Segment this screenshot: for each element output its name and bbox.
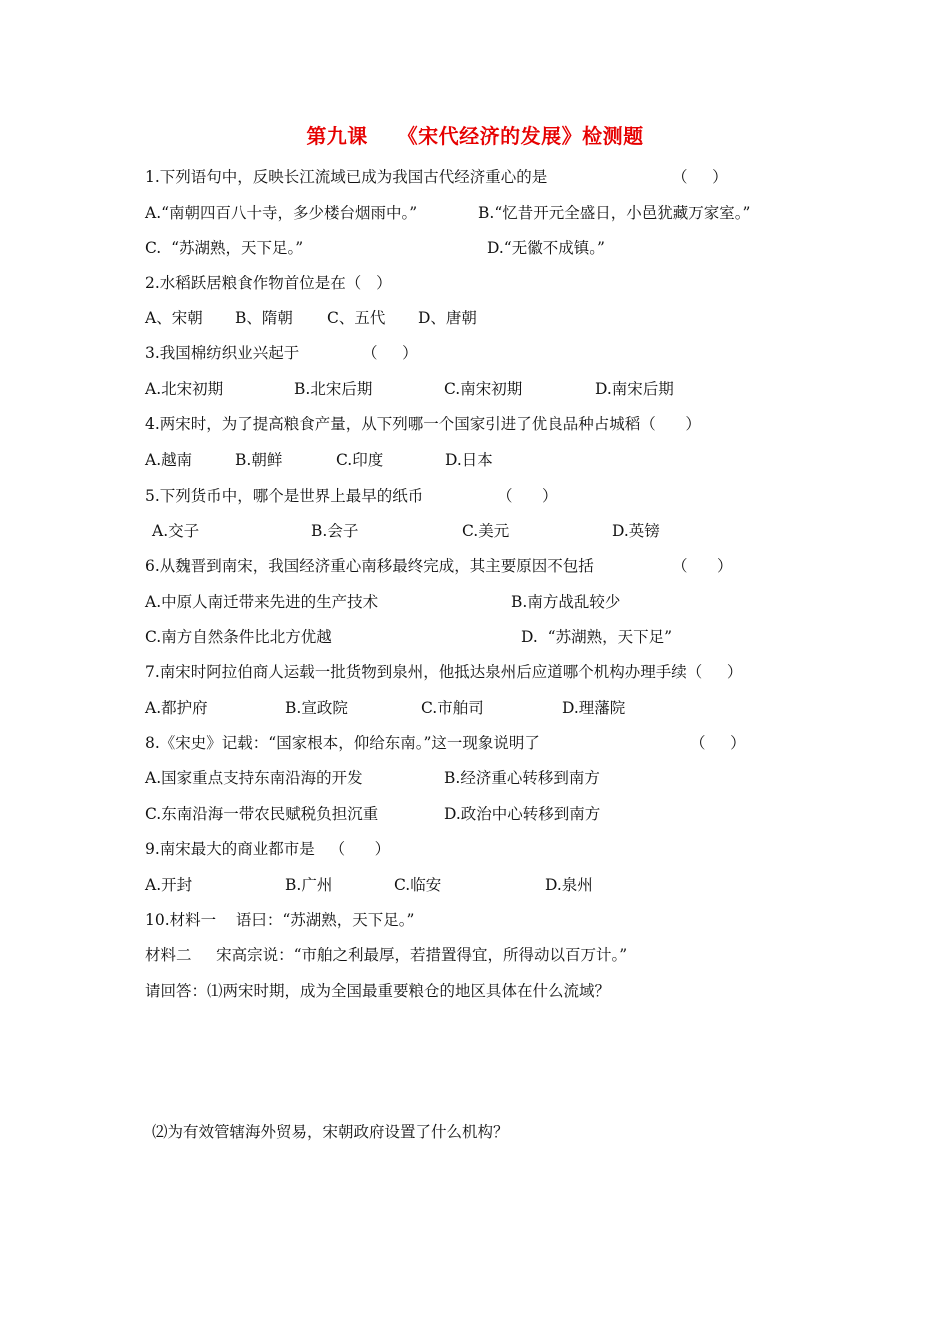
question-4-option-c: C.印度	[336, 451, 384, 469]
question-8-option-b: B.经济重心转移到南方	[444, 769, 600, 787]
question-1-option-a: A.“南朝四百八十寺，多少楼台烟雨中。”	[145, 204, 418, 222]
question-2-option-c: C、五代	[327, 309, 386, 327]
question-5-option-c: C.美元	[462, 522, 510, 540]
question-1-answer-paren: （ ）	[672, 168, 728, 186]
question-2-stem: 2.水稻跃居粮食作物首位是在（ ）	[145, 274, 392, 292]
question-6-option-a: A.中原人南迁带来先进的生产技术	[145, 593, 379, 611]
question-6-option-d: D. “苏湖熟，天下足”	[521, 628, 673, 646]
question-10-prompt-1: 请回答：⑴两宋时期，成为全国最重要粮仓的地区具体在什么流域？	[145, 982, 611, 1000]
question-7-option-b: B.宣政院	[285, 699, 348, 717]
question-9-option-a: A.开封	[145, 876, 193, 894]
question-4-stem: 4.两宋时，为了提高粮食产量，从下列哪一个国家引进了优良品种占城稻（ ）	[145, 415, 701, 433]
page-title: 第九课 《宋代经济的发展》检测题	[306, 124, 644, 148]
question-6-option-b: B.南方战乱较少	[511, 593, 621, 611]
question-6-answer-paren: （ ）	[672, 557, 733, 575]
question-1-option-c: C. “苏湖熟，天下足。”	[145, 239, 304, 257]
question-4-option-d: D.日本	[445, 451, 493, 469]
question-8-stem: 8.《宋史》记载：“国家根本，仰给东南。”这一现象说明了	[145, 734, 540, 752]
question-4-option-b: B.朝鲜	[235, 451, 283, 469]
question-9-option-b: B.广州	[285, 876, 333, 894]
question-1-option-d: D.“无徽不成镇。”	[487, 239, 605, 257]
question-10-material-1: 10.材料一 语曰：“苏湖熟，天下足。”	[145, 911, 415, 929]
question-7-option-d: D.理藩院	[562, 699, 626, 717]
question-2-option-b: B、隋朝	[235, 309, 293, 327]
question-10-material-2: 材料二 宋高宗说：“市舶之利最厚，若措置得宜，所得动以百万计。”	[145, 946, 628, 964]
question-7-stem: 7.南宋时阿拉伯商人运载一批货物到泉州，他抵达泉州后应道哪个机构办理手续（ ）	[145, 663, 743, 681]
question-9-option-c: C.临安	[394, 876, 442, 894]
question-10-prompt-2: ⑵为有效管辖海外贸易，宋朝政府设置了什么机构？	[152, 1123, 509, 1141]
question-5-option-d: D.英镑	[612, 522, 660, 540]
question-2-option-a: A、宋朝	[145, 309, 203, 327]
question-3-stem: 3.我国棉纺织业兴起于	[145, 344, 300, 362]
question-4-option-a: A.越南	[145, 451, 193, 469]
question-8-answer-paren: （ ）	[690, 734, 746, 752]
question-1-option-b: B.“忆昔开元全盛日，小邑犹藏万家室。”	[478, 204, 751, 222]
question-5-answer-paren: （ ）	[497, 487, 558, 505]
question-5-option-a: A.交子	[152, 522, 200, 540]
question-3-option-b: B.北宋后期	[294, 380, 373, 398]
question-1-stem: 1.下列语句中，反映长江流域已成为我国古代经济重心的是	[145, 168, 548, 186]
question-3-answer-paren: （ ）	[362, 344, 418, 362]
question-6-stem: 6.从魏晋到南宋，我国经济重心南移最终完成，其主要原因不包括	[145, 557, 594, 575]
question-3-option-c: C.南宋初期	[444, 380, 523, 398]
question-5-option-b: B.会子	[311, 522, 359, 540]
question-3-option-a: A.北宋初期	[145, 380, 224, 398]
question-9-stem: 9.南宋最大的商业都市是 （ ）	[145, 840, 391, 858]
question-8-option-c: C.东南沿海一带农民赋税负担沉重	[145, 805, 379, 823]
question-5-stem: 5.下列货币中，哪个是世界上最早的纸币	[145, 487, 424, 505]
question-3-option-d: D.南宋后期	[595, 380, 674, 398]
question-6-option-c: C.南方自然条件比北方优越	[145, 628, 332, 646]
question-9-option-d: D.泉州	[545, 876, 593, 894]
question-7-option-c: C.市舶司	[421, 699, 484, 717]
question-7-option-a: A.都护府	[145, 699, 208, 717]
question-8-option-d: D.政治中心转移到南方	[444, 805, 601, 823]
question-2-option-d: D、唐朝	[418, 309, 477, 327]
question-8-option-a: A.国家重点支持东南沿海的开发	[145, 769, 363, 787]
